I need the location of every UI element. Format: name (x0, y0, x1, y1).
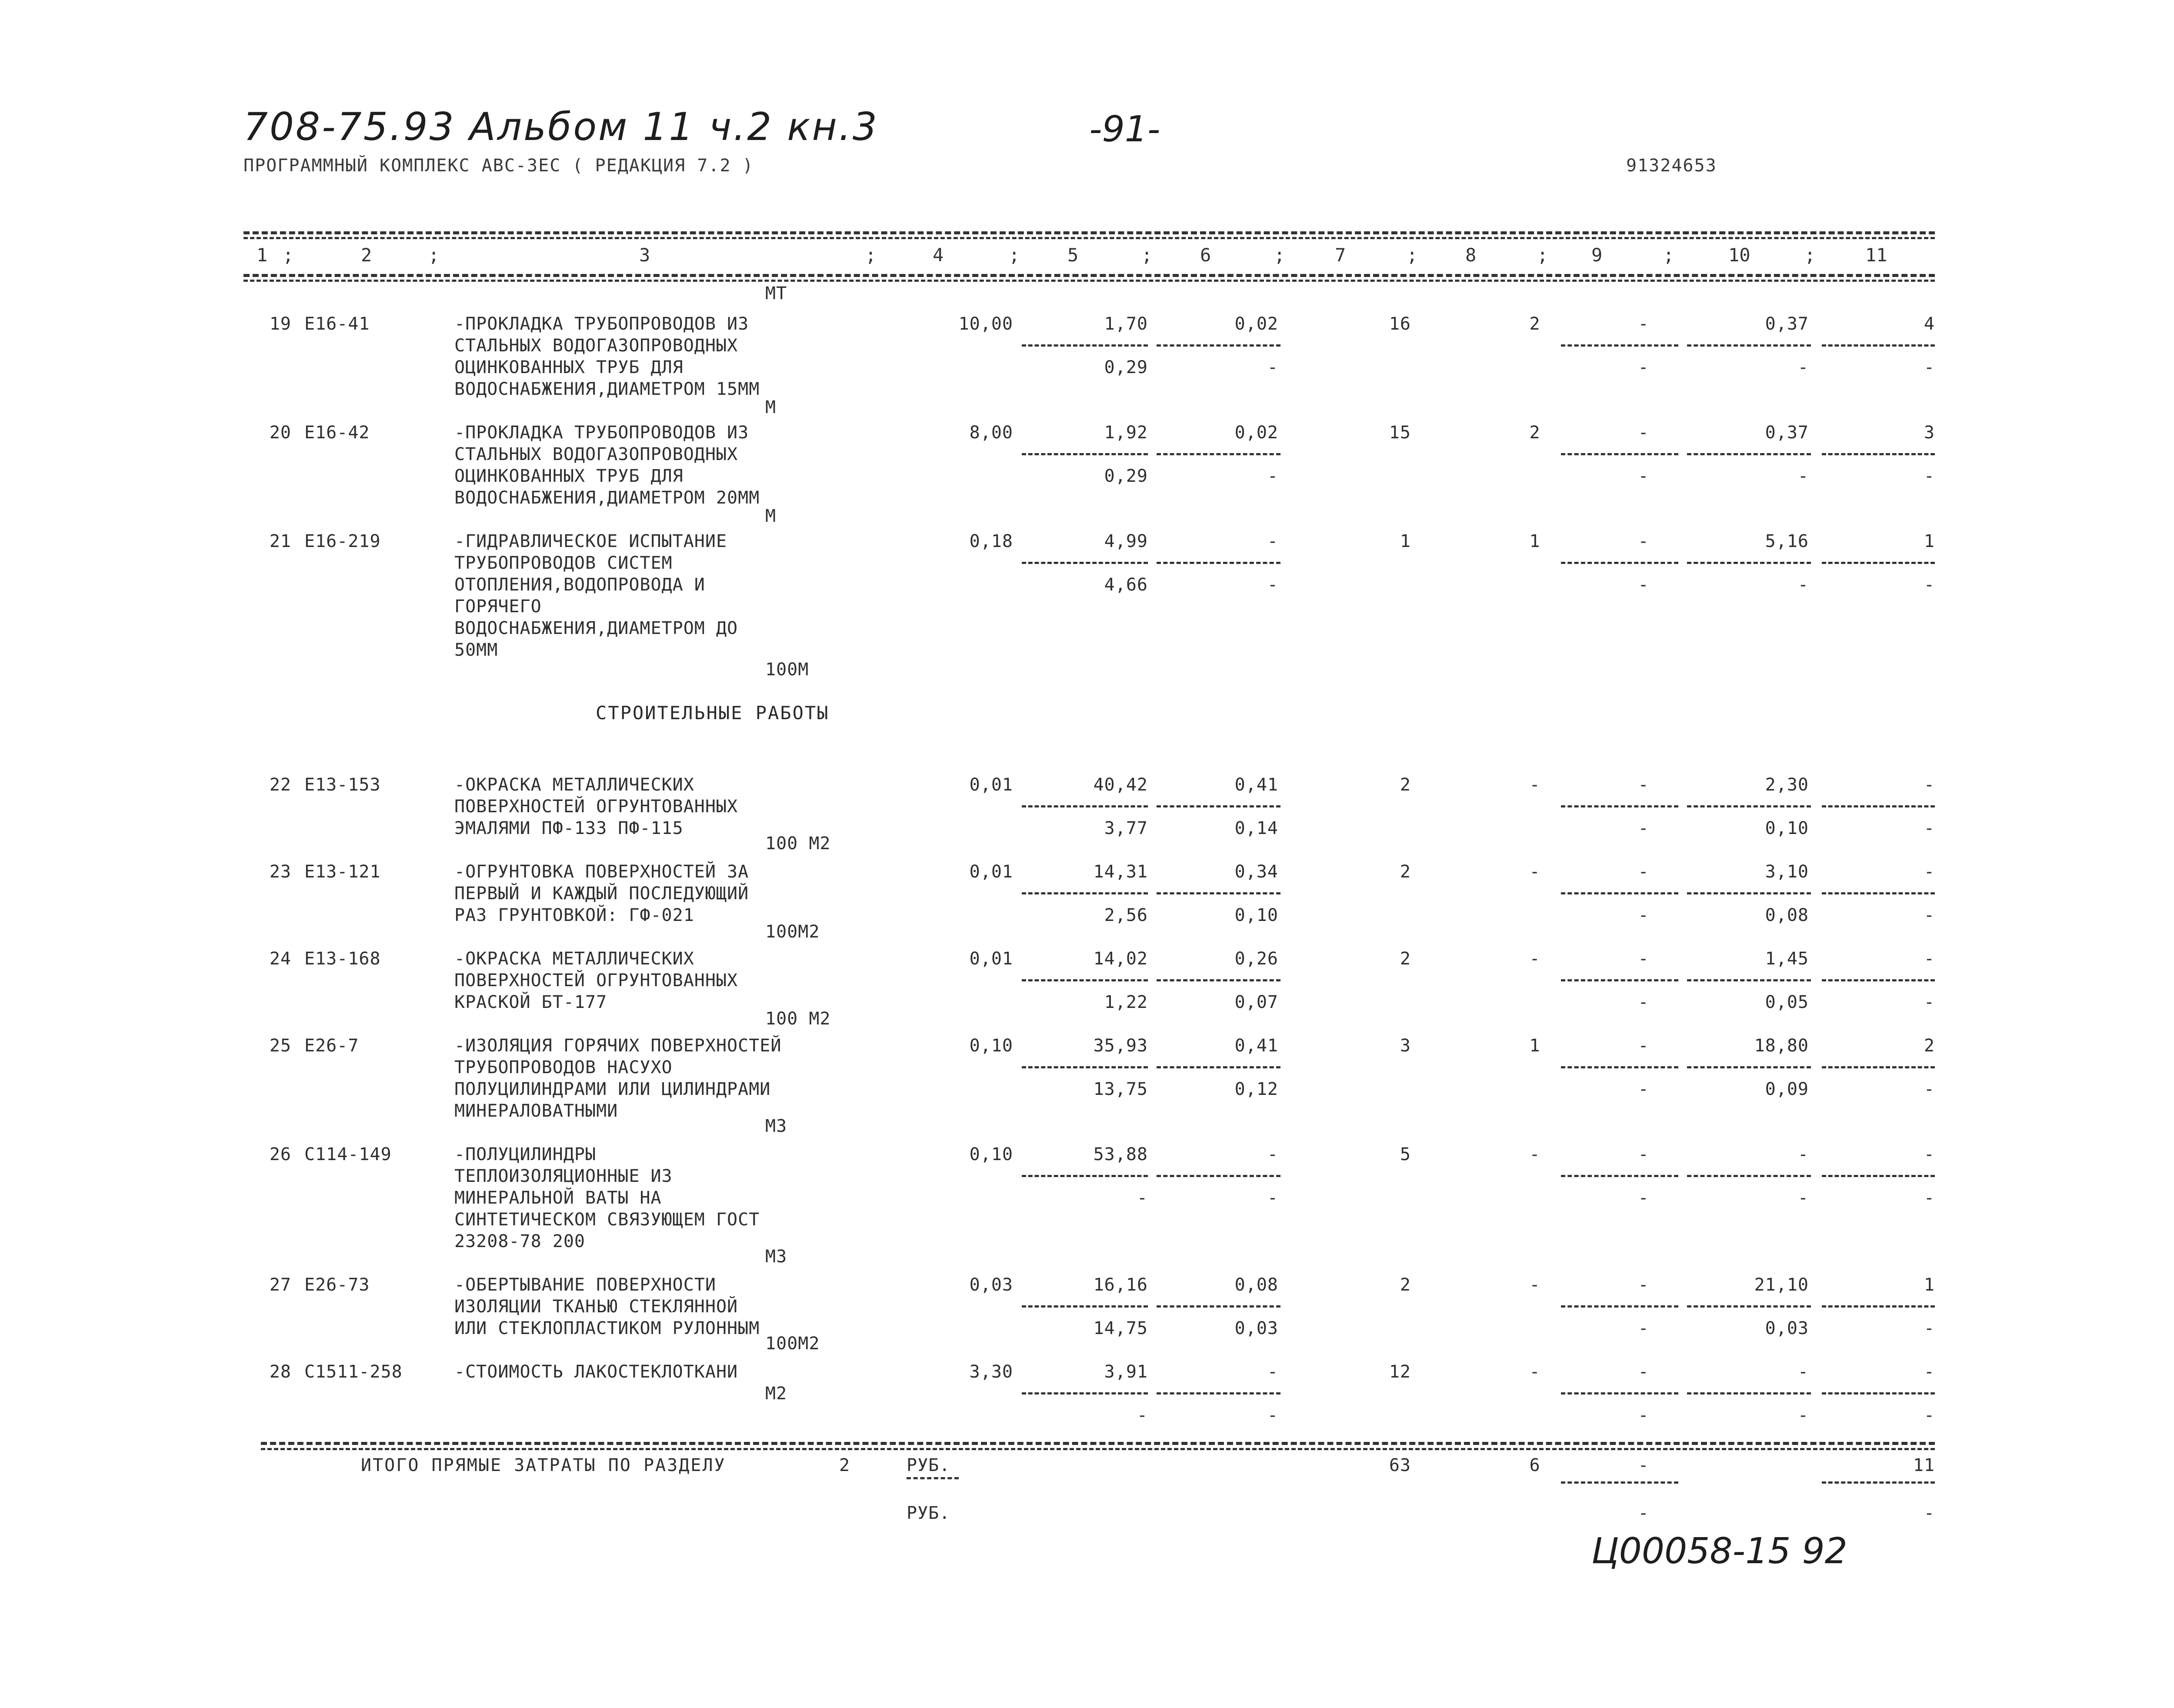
cell-divider (1022, 453, 1148, 455)
cell-divider (1822, 1392, 1935, 1394)
labor-cost-machinists: - (1797, 1188, 1809, 1208)
unit-cost-total: 14,02 (1093, 949, 1148, 969)
labor-cost-machinists: 0,09 (1765, 1079, 1809, 1099)
cell-divider (1687, 1305, 1811, 1308)
total-cost: 16 (1389, 314, 1411, 334)
unit-cost-machines-wages: - (1267, 1405, 1278, 1425)
column-header-2: 2 (361, 244, 372, 266)
row-number: 23 (269, 862, 291, 882)
cell-divider (1157, 979, 1280, 981)
machines-value: - (1638, 862, 1649, 882)
column-header-7: 7 (1335, 244, 1346, 266)
unit-cost-machines-wages: - (1267, 575, 1278, 595)
unit-of-measure: 100 М2 (765, 834, 831, 854)
unit-cost-wages: 4,66 (1104, 575, 1148, 595)
column-header-10: 10 (1728, 244, 1751, 266)
cell-divider (1687, 453, 1811, 455)
wages-value: 1 (1529, 1036, 1540, 1056)
labor-cost-workers: 21,10 (1754, 1275, 1809, 1295)
labor-total-machinists: - (1924, 1188, 1935, 1208)
row-number: 22 (269, 775, 291, 795)
unit-cost-machines: 0,34 (1234, 862, 1278, 882)
unit-cost-machines: 0,41 (1234, 1036, 1278, 1056)
row-number: 19 (269, 314, 291, 334)
quantity-value: 0,10 (969, 1144, 1013, 1164)
total-cost: 2 (1400, 775, 1411, 795)
machines-wages-value: - (1638, 992, 1649, 1012)
work-description-line: РАЗ ГРУНТОВКОЙ: ГФ-021 (454, 905, 694, 925)
rate-code: Е13-168 (304, 949, 381, 969)
cell-divider (1157, 344, 1280, 347)
cell-divider (1822, 344, 1935, 347)
unit-cost-machines: - (1267, 531, 1278, 551)
row-number: 21 (269, 531, 291, 551)
cell-divider (1822, 1066, 1935, 1068)
labor-total: 1 (1924, 1275, 1935, 1295)
machines-value: - (1638, 775, 1649, 795)
machines-wages-value: - (1638, 357, 1649, 377)
cell-divider (1822, 979, 1935, 981)
column-separator: ; (1663, 244, 1674, 266)
unit-cost-wages: 13,75 (1093, 1079, 1148, 1099)
column-header-5: 5 (1067, 244, 1079, 266)
rate-code: Е13-153 (304, 775, 381, 795)
machines-wages-value: - (1638, 1405, 1649, 1425)
cell-divider (1687, 979, 1811, 981)
labor-cost-workers: 1,45 (1765, 949, 1809, 969)
labor-total: - (1924, 1362, 1935, 1382)
work-description-line: ТРУБОПРОВОДОВ СИСТЕМ (454, 553, 673, 573)
column-separator: ; (428, 244, 440, 266)
labor-total-machinists: - (1924, 357, 1935, 377)
cell-divider (1561, 1175, 1678, 1177)
unit-cost-total: 35,93 (1093, 1036, 1148, 1056)
cell-divider (1687, 1066, 1811, 1068)
work-description-line: ИЛИ СТЕКЛОПЛАСТИКОМ РУЛОННЫМ (454, 1318, 760, 1338)
work-description-line: МИНЕРАЛЬНОЙ ВАТЫ НА (454, 1188, 662, 1208)
cell-divider (1561, 892, 1678, 894)
labor-total-machinists: - (1924, 1079, 1935, 1099)
column-separator: ; (865, 244, 877, 266)
quantity-value: 0,01 (969, 862, 1013, 882)
cell-divider (1157, 892, 1280, 894)
work-description-line: -ОБЕРТЫВАНИЕ ПОВЕРХНОСТИ (454, 1275, 716, 1295)
unit-cost-wages: 1,22 (1104, 992, 1148, 1012)
cell-divider (1157, 805, 1280, 807)
unit-cost-total: 16,16 (1093, 1275, 1148, 1295)
table-top-rule-2 (243, 237, 1935, 239)
currency-label: РУБ. (907, 1503, 950, 1523)
row-number: 27 (269, 1275, 291, 1295)
labor-cost-machinists: 0,05 (1765, 992, 1809, 1012)
cell-divider (1157, 453, 1280, 455)
total-cost: 5 (1400, 1144, 1411, 1164)
labor-total-machinists: - (1924, 575, 1935, 595)
quantity-value: 0,01 (969, 949, 1013, 969)
total-cost-sum: 63 (1389, 1455, 1411, 1475)
cell-divider (1561, 1392, 1678, 1394)
unit-cost-total: 40,42 (1093, 775, 1148, 795)
unit-cost-machines-wages: - (1267, 357, 1278, 377)
column-header-11: 11 (1865, 244, 1887, 266)
unit-cost-machines-wages: 0,07 (1234, 992, 1278, 1012)
page-number: -91- (1089, 109, 1160, 150)
unit-cost-wages: 0,29 (1104, 357, 1148, 377)
machines-value: - (1638, 1275, 1649, 1295)
labor-total-machinists: - (1924, 905, 1935, 925)
cell-divider (1822, 562, 1935, 564)
unit-of-measure: М2 (765, 1384, 787, 1404)
cell-divider (1022, 805, 1148, 807)
labor-total-machinists: - (1924, 466, 1935, 486)
cell-divider (1022, 344, 1148, 347)
column-header-6: 6 (1200, 244, 1211, 266)
total-cost: 2 (1400, 949, 1411, 969)
table-top-rule (243, 231, 1935, 234)
cell-divider (1561, 1305, 1678, 1308)
unit-cost-machines-wages: - (1267, 1188, 1278, 1208)
wages-value: - (1529, 1144, 1540, 1164)
labor-total: 1 (1924, 531, 1935, 551)
cell-divider (1822, 1175, 1935, 1177)
work-description-line: ВОДОСНАБЖЕНИЯ,ДИАМЕТРОМ 15ММ (454, 379, 760, 399)
labor-cost-workers: - (1797, 1362, 1809, 1382)
unit-cost-machines: - (1267, 1144, 1278, 1164)
column-separator: ; (1537, 244, 1548, 266)
labor-cost-workers: 0,37 (1765, 314, 1809, 334)
unit-cost-total: 3,91 (1104, 1362, 1148, 1382)
cell-divider (1822, 1305, 1935, 1308)
rate-code: С114-149 (304, 1144, 392, 1164)
column-header-3: 3 (639, 244, 650, 266)
total-cost: 1 (1400, 531, 1411, 551)
machines-wages-value: - (1638, 575, 1649, 595)
cell-divider (1157, 1066, 1280, 1068)
quantity-value: 0,18 (969, 531, 1013, 551)
unit-cost-machines: 0,08 (1234, 1275, 1278, 1295)
unit-of-measure: 100М2 (765, 1334, 820, 1354)
cell-divider (1822, 805, 1935, 807)
handwritten-album-title: 708-75.93 Альбом 11 ч.2 кн.3 (243, 104, 879, 149)
total-cost: 12 (1389, 1362, 1411, 1382)
wages-value: - (1529, 949, 1540, 969)
column-header-9: 9 (1591, 244, 1603, 266)
labor-total: 3 (1924, 423, 1935, 443)
column-separator: ; (1141, 244, 1153, 266)
work-description-line: КРАСКОЙ БТ-177 (454, 992, 607, 1012)
total-top-rule (261, 1442, 1935, 1445)
cell-divider (1022, 1175, 1148, 1177)
section-title: СТРОИТЕЛЬНЫЕ РАБОТЫ (596, 702, 830, 724)
labor-cost-workers: 0,37 (1765, 423, 1809, 443)
quantity-value: 10,00 (958, 314, 1013, 334)
unit-of-measure: МТ (765, 284, 787, 304)
column-separator: ; (283, 244, 294, 266)
machines-value: - (1638, 314, 1649, 334)
column-header-4: 4 (933, 244, 944, 266)
handwritten-footer-mark: Ц00058-15 92 (1591, 1531, 1847, 1572)
cell-divider (1561, 453, 1678, 455)
unit-cost-wages: 2,56 (1104, 905, 1148, 925)
machines-wages-value: - (1638, 1188, 1649, 1208)
machines-wages-value: - (1638, 905, 1649, 925)
cell-divider (1022, 562, 1148, 564)
total-labor-machinists-sum: - (1924, 1503, 1935, 1523)
unit-cost-total: 1,70 (1104, 314, 1148, 334)
wages-value: 2 (1529, 423, 1540, 443)
column-separator: ; (1407, 244, 1418, 266)
wages-value: - (1529, 862, 1540, 882)
labor-cost-machinists: - (1797, 466, 1809, 486)
unit-cost-wages: - (1137, 1405, 1148, 1425)
unit-of-measure: 100М2 (765, 922, 820, 942)
quantity-value: 8,00 (969, 423, 1013, 443)
labor-cost-machinists: - (1797, 357, 1809, 377)
machines-wages-value: - (1638, 1318, 1649, 1338)
labor-total-machinists: - (1924, 1405, 1935, 1425)
total-top-rule-2 (261, 1448, 1935, 1450)
cell-divider (1561, 344, 1678, 347)
column-header-8: 8 (1465, 244, 1477, 266)
work-description-line: ПОЛУЦИЛИНДРАМИ ИЛИ ЦИЛИНДРАМИ (454, 1079, 771, 1099)
labor-cost-workers: 2,30 (1765, 775, 1809, 795)
unit-cost-machines: - (1267, 1362, 1278, 1382)
rate-code: Е16-42 (304, 423, 370, 443)
work-description-line: 23208-78 200 (454, 1231, 585, 1251)
work-description-line: ГОРЯЧЕГО (454, 597, 542, 617)
rate-code: Е16-41 (304, 314, 370, 334)
cell-divider (1561, 979, 1678, 981)
unit-cost-wages: 0,29 (1104, 466, 1148, 486)
total-labor-sum: 11 (1913, 1455, 1935, 1475)
row-number: 20 (269, 423, 291, 443)
cell-divider (1157, 1305, 1280, 1308)
labor-total: - (1924, 862, 1935, 882)
quantity-value: 3,30 (969, 1362, 1013, 1382)
work-description-line: -ГИДРАВЛИЧЕСКОЕ ИСПЫТАНИЕ (454, 531, 727, 551)
cell-divider (1561, 562, 1678, 564)
work-description-line: -СТОИМОСТЬ ЛАКОСТЕКЛОТКАНИ (454, 1362, 738, 1382)
labor-total: - (1924, 775, 1935, 795)
cell-divider (907, 1477, 959, 1479)
unit-cost-machines-wages: 0,03 (1234, 1318, 1278, 1338)
cell-divider (1157, 562, 1280, 564)
unit-cost-machines-wages: 0,10 (1234, 905, 1278, 925)
cell-divider (1687, 344, 1811, 347)
labor-cost-machinists: 0,08 (1765, 905, 1809, 925)
quantity-value: 0,01 (969, 775, 1013, 795)
column-separator: ; (1804, 244, 1816, 266)
labor-total: - (1924, 949, 1935, 969)
work-description-line: ЭМАЛЯМИ ПФ-133 ПФ-115 (454, 818, 684, 838)
rate-code: Е26-73 (304, 1275, 370, 1295)
unit-cost-wages: 3,77 (1104, 818, 1148, 838)
machines-value: - (1638, 1036, 1649, 1056)
work-description-line: ОТОПЛЕНИЯ,ВОДОПРОВОДА И (454, 575, 705, 595)
quantity-value: 0,03 (969, 1275, 1013, 1295)
total-label: ИТОГО ПРЯМЫЕ ЗАТРАТЫ ПО РАЗДЕЛУ (361, 1455, 726, 1475)
unit-of-measure: М3 (765, 1247, 787, 1267)
unit-cost-machines: 0,26 (1234, 949, 1278, 969)
work-description-line: ИЗОЛЯЦИИ ТКАНЬЮ СТЕКЛЯННОЙ (454, 1297, 738, 1317)
cell-divider (1687, 1392, 1811, 1394)
cell-divider (1022, 892, 1148, 894)
cell-divider (1687, 805, 1811, 807)
row-number: 24 (269, 949, 291, 969)
row-number: 25 (269, 1036, 291, 1056)
unit-of-measure: М (765, 506, 777, 526)
work-description-line: -ОГРУНТОВКА ПОВЕРХНОСТЕЙ ЗА (454, 862, 749, 882)
machines-value: - (1638, 1144, 1649, 1164)
work-description-line: ТЕПЛОИЗОЛЯЦИОННЫЕ ИЗ (454, 1166, 673, 1186)
work-description-line: ОЦИНКОВАННЫХ ТРУБ ДЛЯ (454, 357, 684, 377)
rate-code: Е16-219 (304, 531, 381, 551)
unit-of-measure: М (765, 397, 777, 417)
cell-divider (1022, 979, 1148, 981)
labor-cost-workers: - (1797, 1144, 1809, 1164)
unit-cost-wages: - (1137, 1188, 1148, 1208)
labor-cost-workers: 18,80 (1754, 1036, 1809, 1056)
column-separator: ; (1009, 244, 1020, 266)
wages-value: 1 (1529, 531, 1540, 551)
labor-total-machinists: - (1924, 1318, 1935, 1338)
unit-cost-machines-wages: 0,14 (1234, 818, 1278, 838)
work-description-line: ВОДОСНАБЖЕНИЯ,ДИАМЕТРОМ ДО (454, 618, 738, 638)
wages-value: - (1529, 775, 1540, 795)
unit-of-measure: М3 (765, 1116, 787, 1136)
total-cost: 2 (1400, 862, 1411, 882)
wages-value: 2 (1529, 314, 1540, 334)
unit-cost-total: 1,92 (1104, 423, 1148, 443)
total-cost: 15 (1389, 423, 1411, 443)
labor-total: 2 (1924, 1036, 1935, 1056)
wages-value: - (1529, 1275, 1540, 1295)
labor-cost-machinists: - (1797, 575, 1809, 595)
cell-divider (1822, 453, 1935, 455)
row-number: 28 (269, 1362, 291, 1382)
wages-value: - (1529, 1362, 1540, 1382)
work-description-line: ПОВЕРХНОСТЕЙ ОГРУНТОВАННЫХ (454, 797, 738, 817)
unit-of-measure: 100М (765, 660, 809, 680)
total-machines-wages-sum: - (1638, 1503, 1649, 1523)
unit-cost-wages: 14,75 (1093, 1318, 1148, 1338)
total-cost: 2 (1400, 1275, 1411, 1295)
labor-cost-workers: 3,10 (1765, 862, 1809, 882)
total-wages-sum: 6 (1529, 1455, 1540, 1475)
cell-divider (1022, 1392, 1148, 1394)
column-separator: ; (1274, 244, 1285, 266)
unit-cost-machines: 0,41 (1234, 775, 1278, 795)
program-caption: ПРОГРАММНЫЙ КОМПЛЕКС АВС-3ЕС ( РЕДАКЦИЯ 7.2 ) (243, 156, 754, 176)
work-description-line: СИНТЕТИЧЕСКОМ СВЯЗУЮЩЕМ ГОСТ (454, 1210, 760, 1230)
unit-cost-machines: 0,02 (1234, 423, 1278, 443)
cell-divider (1157, 1175, 1280, 1177)
currency-label: РУБ. (907, 1455, 950, 1475)
work-description-line: ПЕРВЫЙ И КАЖДЫЙ ПОСЛЕДУЮЩИЙ (454, 884, 749, 904)
column-header-1: 1 (257, 244, 268, 266)
unit-cost-machines-wages: - (1267, 466, 1278, 486)
row-number: 26 (269, 1144, 291, 1164)
quantity-value: 0,10 (969, 1036, 1013, 1056)
machines-wages-value: - (1638, 818, 1649, 838)
work-description-line: ОЦИНКОВАННЫХ ТРУБ ДЛЯ (454, 466, 684, 486)
labor-cost-machinists: - (1797, 1405, 1809, 1425)
unit-cost-total: 4,99 (1104, 531, 1148, 551)
labor-cost-workers: 5,16 (1765, 531, 1809, 551)
labor-cost-machinists: 0,10 (1765, 818, 1809, 838)
cell-divider (1687, 1175, 1811, 1177)
total-section-number: 2 (839, 1455, 850, 1475)
cell-divider (1822, 892, 1935, 894)
total-machines-sum: - (1638, 1455, 1649, 1475)
labor-total-machinists: - (1924, 992, 1935, 1012)
work-description-line: СТАЛЬНЫХ ВОДОГАЗОПРОВОДНЫХ (454, 336, 738, 356)
labor-total-machinists: - (1924, 818, 1935, 838)
unit-cost-machines: 0,02 (1234, 314, 1278, 334)
labor-total: 4 (1924, 314, 1935, 334)
work-description-line: -ИЗОЛЯЦИЯ ГОРЯЧИХ ПОВЕРХНОСТЕЙ (454, 1036, 782, 1056)
cell-divider (1822, 1481, 1935, 1484)
unit-cost-total: 14,31 (1093, 862, 1148, 882)
cell-divider (1561, 805, 1678, 807)
header-bottom-rule (243, 274, 1935, 277)
machines-value: - (1638, 949, 1649, 969)
cell-divider (1561, 1481, 1678, 1484)
machines-wages-value: - (1638, 1079, 1649, 1099)
cell-divider (1157, 1392, 1280, 1394)
cell-divider (1561, 1066, 1678, 1068)
machines-value: - (1638, 1362, 1649, 1382)
work-description-line: ТРУБОПРОВОДОВ НАСУХО (454, 1057, 673, 1078)
work-description-line: -ОКРАСКА МЕТАЛЛИЧЕСКИХ (454, 949, 694, 969)
machines-value: - (1638, 423, 1649, 443)
machines-value: - (1638, 531, 1649, 551)
machines-wages-value: - (1638, 466, 1649, 486)
total-cost: 3 (1400, 1036, 1411, 1056)
unit-of-measure: 100 М2 (765, 1009, 831, 1029)
work-description-line: -ПОЛУЦИЛИНДРЫ (454, 1144, 597, 1164)
work-description-line: СТАЛЬНЫХ ВОДОГАЗОПРОВОДНЫХ (454, 444, 738, 464)
work-description-line: -ПРОКЛАДКА ТРУБОПРОВОДОВ ИЗ (454, 423, 749, 443)
unit-cost-machines-wages: 0,12 (1234, 1079, 1278, 1099)
cell-divider (1687, 892, 1811, 894)
work-description-line: -ПРОКЛАДКА ТРУБОПРОВОДОВ ИЗ (454, 314, 749, 334)
work-description-line: ВОДОСНАБЖЕНИЯ,ДИАМЕТРОМ 20ММ (454, 488, 760, 508)
cell-divider (1687, 562, 1811, 564)
work-description-line: -ОКРАСКА МЕТАЛЛИЧЕСКИХ (454, 775, 694, 795)
rate-code: Е13-121 (304, 862, 381, 882)
labor-cost-machinists: 0,03 (1765, 1318, 1809, 1338)
labor-total: - (1924, 1144, 1935, 1164)
header-bottom-rule-2 (243, 280, 1935, 282)
unit-cost-total: 53,88 (1093, 1144, 1148, 1164)
document-code: 91324653 (1626, 156, 1717, 176)
cell-divider (1022, 1066, 1148, 1068)
rate-code: Е26-7 (304, 1036, 359, 1056)
work-description-line: 50ММ (454, 640, 498, 660)
work-description-line: МИНЕРАЛОВАТНЫМИ (454, 1101, 618, 1121)
cell-divider (1022, 1305, 1148, 1308)
rate-code: С1511-258 (304, 1362, 403, 1382)
work-description-line: ПОВЕРХНОСТЕЙ ОГРУНТОВАННЫХ (454, 971, 738, 991)
